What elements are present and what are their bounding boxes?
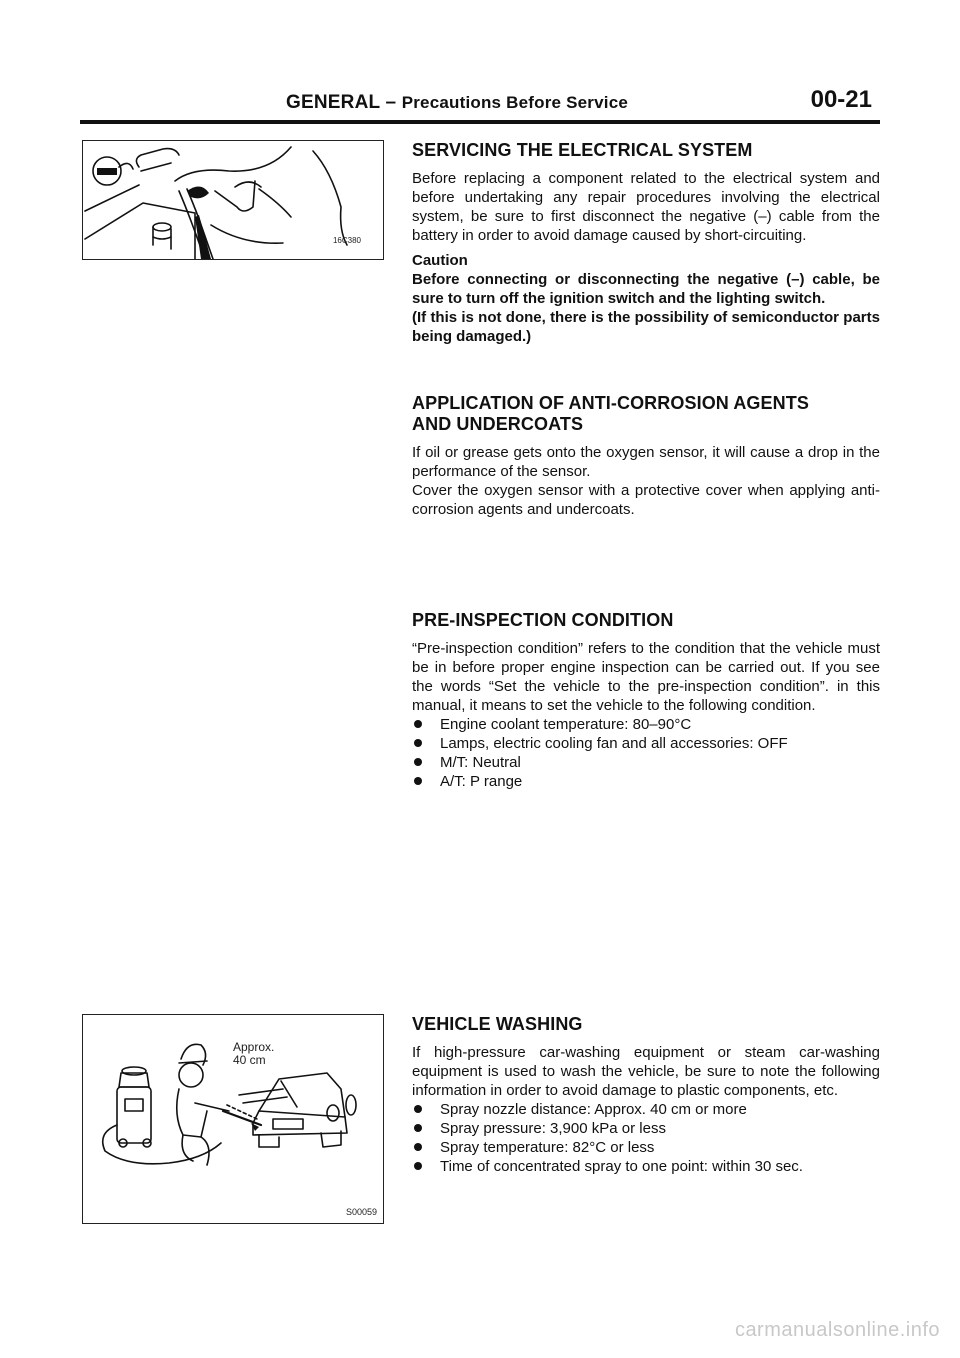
- list-item: Spray temperature: 82°C or less: [412, 1138, 880, 1157]
- section-body: “Pre-inspection condition” refers to the condition that the vehicle must be in before proper engine inspection can be carried out. If you see the words “Set the vehicle to the pre-inspection condition”. in this manual, it means to set the vehicle to the following condition.: [412, 640, 880, 714]
- condition-list: [412, 715, 880, 791]
- battery-terminal-figure: [82, 140, 384, 260]
- section-body-1: If oil or grease gets onto the oxygen sensor, it will cause a drop in the performance of the sensor.: [412, 444, 880, 480]
- header-rule: [80, 120, 880, 124]
- callout-line-1: Approx.: [233, 1040, 275, 1054]
- header-section: GENERAL: [286, 92, 380, 113]
- callout-line-2: 40 cm: [233, 1053, 266, 1067]
- distance-callout: [233, 1041, 274, 1067]
- figure-code: S00059: [345, 1207, 377, 1217]
- section-heading: VEHICLE WASHING: [412, 1014, 583, 1034]
- section-heading: [412, 393, 880, 435]
- washing-list: [412, 1100, 880, 1176]
- section-body-2: Cover the oxygen sensor with a protective cover when applying anti-corrosion agents and undercoats.: [412, 482, 880, 518]
- bullet-icon: [414, 1162, 422, 1170]
- heading-line-1: APPLICATION OF ANTI-CORROSION AGENTS: [412, 393, 809, 413]
- bullet-icon: [414, 1105, 422, 1113]
- bullet-icon: [414, 758, 422, 766]
- caution-note: (If this is not done, there is the possibility of semiconductor parts being damaged.): [412, 309, 880, 345]
- section-heading: SERVICING THE ELECTRICAL SYSTEM: [412, 140, 753, 160]
- section-washing: [412, 1014, 880, 1176]
- list-item: M/T: Neutral: [412, 753, 880, 772]
- watermark: carmanualsonline.info: [734, 1319, 940, 1341]
- bullet-icon: [414, 720, 422, 728]
- header-subsection: Precautions Before Service: [401, 93, 629, 112]
- section-electrical: [412, 140, 880, 346]
- list-item: Spray pressure: 3,900 kPa or less: [412, 1119, 880, 1138]
- list-item: Spray nozzle distance: Approx. 40 cm or more: [412, 1100, 880, 1119]
- caution-text: Before connecting or disconnecting the negative (–) cable, be sure to turn off the ignition switch and the lighting switch.: [412, 271, 880, 307]
- list-item: A/T: P range: [412, 772, 880, 791]
- list-item: Lamps, electric cooling fan and all accessories: OFF: [412, 734, 880, 753]
- bullet-icon: [414, 739, 422, 747]
- header-dash: –: [385, 92, 397, 113]
- bullet-icon: [414, 777, 422, 785]
- bullet-icon: [414, 1124, 422, 1132]
- vehicle-washing-figure: [82, 1014, 384, 1224]
- heading-line-2: AND UNDERCOATS: [412, 414, 584, 434]
- section-anticorrosion: [412, 393, 880, 519]
- section-preinspection: [412, 610, 880, 791]
- figure-code: 16C380: [332, 236, 361, 245]
- bullet-icon: [414, 1143, 422, 1151]
- header-title: [286, 92, 628, 114]
- section-body: If high-pressure car-washing equipment or steam car-washing equipment is used to wash the vehicle, be sure to note the following information in order to avoid damage to plastic components, etc.: [412, 1044, 880, 1099]
- list-item: Time of concentrated spray to one point: within 30 sec.: [412, 1157, 880, 1176]
- section-heading: PRE-INSPECTION CONDITION: [412, 610, 674, 630]
- page-number: 00-21: [810, 86, 872, 113]
- list-item: Engine coolant temperature: 80–90°C: [412, 715, 880, 734]
- caution-label: Caution: [412, 252, 468, 269]
- section-body: Before replacing a component related to the electrical system and before undertaking any repair procedures involving the electrical system, be sure to first disconnect the negative (–) cable from the battery in order to avoid damage caused by short-circuiting.: [412, 170, 880, 244]
